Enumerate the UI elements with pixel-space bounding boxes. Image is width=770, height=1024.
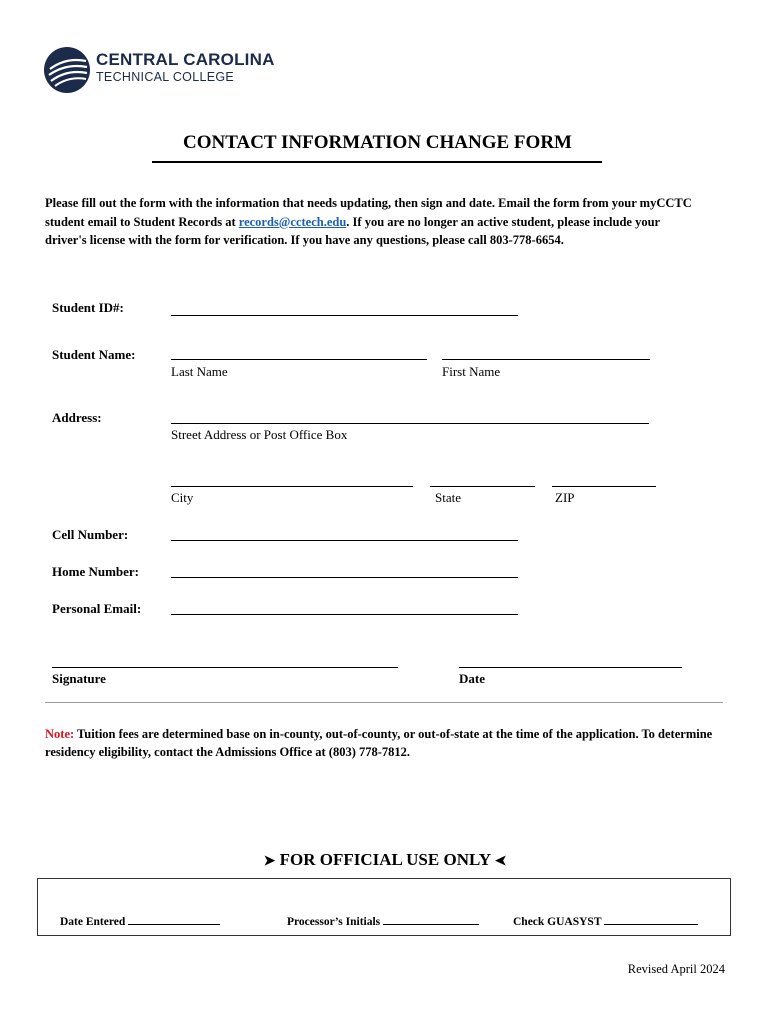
last-name-field[interactable] [171,346,427,360]
city-field[interactable] [171,473,413,487]
student-name-label: Student Name: [52,347,136,362]
date-field[interactable] [459,654,682,668]
signature-field[interactable] [52,654,398,668]
instructions-text-2: . If you are no longer an active student, please include your driver's license with the form for verification. If you have any questions, please call 803-778-6654. [45,214,660,247]
cell-number-label: Cell Number: [52,527,129,542]
logo-subtitle: TECHNICAL COLLEGE [96,70,235,84]
note-text: Tuition fees are determined base on in-county, out-of-county, or out-of-state at the time of the application. To determine residency eligibility, contact the Admissions Office at (803) 778-7812. [45,727,713,759]
state-field[interactable] [430,473,535,487]
personal-email-field[interactable] [171,601,518,615]
college-logo [44,44,284,94]
logo-emblem-icon [44,47,90,93]
city-caption: City [171,490,194,505]
street-field[interactable] [171,410,649,424]
home-number-label: Home Number: [52,564,140,579]
home-number-field[interactable] [171,564,518,578]
official-use-heading [0,850,770,870]
first-name-caption: First Name [442,364,501,379]
check-guasyst-label: Check GUASYST [513,916,602,928]
title-underline [152,161,602,163]
records-email-link[interactable]: records@cctech.edu [238,214,347,229]
zip-field[interactable] [552,473,656,487]
processor-initials-blank[interactable] [383,914,479,925]
personal-email-label: Personal Email: [52,601,142,616]
cell-number-field[interactable] [171,527,518,541]
note-label: Note: [45,727,75,741]
check-guasyst-blank[interactable] [604,914,698,925]
tuition-note [45,725,735,761]
date-entered-field [60,914,220,928]
date-caption: Date [459,671,485,686]
student-id-label: Student ID#: [52,300,124,315]
date-entered-label: Date Entered [60,916,126,928]
zip-caption: ZIP [555,490,575,505]
address-label: Address: [52,410,102,425]
last-name-caption: Last Name [171,364,228,379]
signature-caption: Signature [52,671,106,686]
official-use-title: FOR OFFICIAL USE ONLY [279,850,491,869]
instructions-text-1: Please fill out the form with the information that needs updating, then sign and date. Email the form from your myCCTC student email to Student Records at [45,196,692,229]
check-guasyst-field [513,914,698,928]
revision-date: Revised April 2024 [627,962,725,976]
arrow-left-icon: ➤ [494,854,507,869]
processor-initials-field [287,914,479,928]
first-name-field[interactable] [442,346,650,360]
student-id-field[interactable] [171,302,518,316]
logo-name: CENTRAL CAROLINA [96,50,275,69]
instructions-paragraph [45,194,695,250]
state-caption: State [435,490,461,505]
arrow-right-icon: ➤ [263,854,276,869]
processor-initials-label: Processor’s Initials [287,916,381,928]
section-divider [45,702,723,703]
date-entered-blank[interactable] [128,914,220,925]
street-caption: Street Address or Post Office Box [171,427,348,442]
form-title: CONTACT INFORMATION CHANGE FORM [183,132,572,153]
